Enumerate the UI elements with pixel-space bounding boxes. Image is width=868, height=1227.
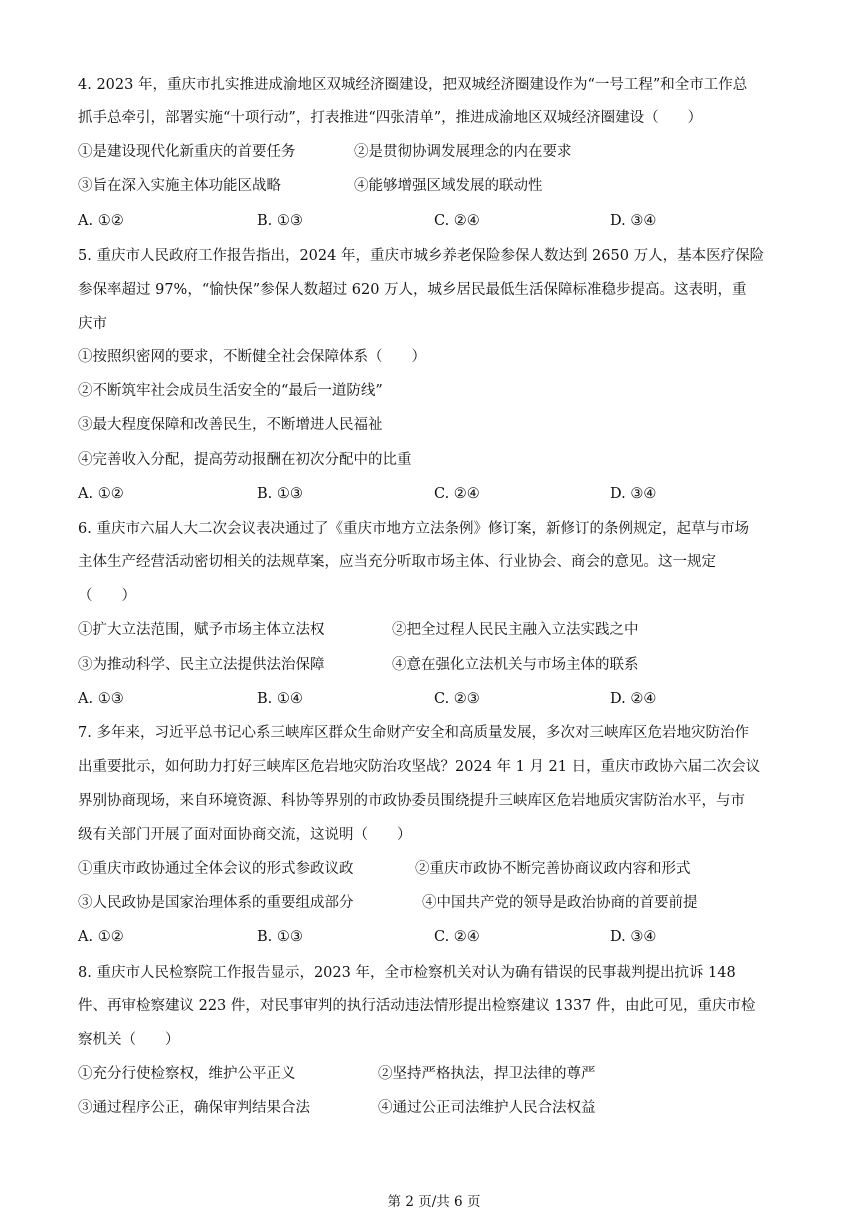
q7-statement: ②重庆市政协不断完善协商议政内容和形式 <box>415 861 691 877</box>
q4-statement: ③旨在深入实施主体功能区战略 <box>78 178 281 194</box>
q6-stem-line: （ ） <box>78 588 136 604</box>
q4-stem-line: 抓手总牵引，部署实施“十项行动”，打表推进“四张清单”，推进成渝地区双城经济圈建设（ ） <box>78 110 703 126</box>
q8-statement: ③通过程序公正，确保审判结果合法 <box>78 1100 310 1116</box>
q8-statement: ②坚持严格执法，捍卫法律的尊严 <box>378 1066 596 1082</box>
q4-choice-d: D. ③④ <box>610 213 657 229</box>
q6-stem-line: 主体生产经营活动密切相关的法规草案，应当充分听取市场主体、行业协会、商会的意见。这一规定 <box>78 554 716 570</box>
q5-statement: ②不断筑牢社会成员生活安全的“最后一道防线” <box>78 383 383 399</box>
q5-choice-b: B. ①③ <box>257 486 303 502</box>
q5-statement: ①按照织密网的要求，不断健全社会保障体系（ ） <box>78 349 426 365</box>
q5-choice-a: A. ①② <box>78 486 124 502</box>
q7-stem-line: 出重要批示，如何助力打好三峡库区危岩地灾防治攻坚战？2024 年 1 月 21 日，重庆市政协六届二次会议 <box>78 759 761 775</box>
q8-stem-line: 件、再审检察建议 223 件，对民事审判的执行活动违法情形提出检察建议 1337 件，由此可见，重庆市检 <box>78 998 756 1014</box>
q7-stem-line: 7. 多年来，习近平总书记心系三峡库区群众生命财产安全和高质量发展，多次对三峡库区危岩地灾防治作 <box>78 725 749 741</box>
q6-statement: ①扩大立法范围，赋予市场主体立法权 <box>78 622 325 638</box>
page-number: 第 2 页/共 6 页 <box>387 1194 481 1210</box>
q4-statement: ④能够增强区域发展的联动性 <box>354 178 543 194</box>
q5-statement: ③最大程度保障和改善民生，不断增进人民福祉 <box>78 417 383 433</box>
q6-choice-b: B. ①④ <box>257 691 303 707</box>
q4-choice-a: A. ①② <box>78 213 124 229</box>
q4-statement: ②是贯彻协调发展理念的内在要求 <box>354 144 572 160</box>
q7-choice-b: B. ①③ <box>257 929 303 945</box>
q6-statement: ②把全过程人民民主融入立法实践之中 <box>392 622 639 638</box>
q5-stem-line: 参保率超过 97%，“愉快保”参保人数超过 620 万人，城乡居民最低生活保障标准稳步提高。这表明，重 <box>78 282 747 298</box>
q4-stem-line: 4. 2023 年，重庆市扎实推进成渝地区双城经济圈建设，把双城经济圈建设作为“一号工程”和全市工作总 <box>78 77 748 93</box>
q6-choice-d: D. ②④ <box>610 691 657 707</box>
q8-stem-line: 察机关（ ） <box>78 1032 180 1048</box>
q6-statement: ④意在强化立法机关与市场主体的联系 <box>392 657 639 673</box>
q7-statement: ③人民政协是国家治理体系的重要组成部分 <box>78 895 354 911</box>
q7-statement: ④中国共产党的领导是政治协商的首要前提 <box>422 895 698 911</box>
q7-stem-line: 界别协商现场，来自环境资源、科协等界别的市政协委员围绕提升三峡库区危岩地质灾害防治水平，与市 <box>78 793 745 809</box>
q5-stem-line: 5. 重庆市人民政府工作报告指出，2024 年，重庆市城乡养老保险参保人数达到 2650 万人，基本医疗保险 <box>78 248 765 264</box>
q8-statement: ④通过公正司法维护人民合法权益 <box>378 1100 596 1116</box>
q6-choice-c: C. ②③ <box>434 691 480 707</box>
q6-choice-a: A. ①③ <box>78 691 124 707</box>
q7-statement: ①重庆市政协通过全体会议的形式参政议政 <box>78 861 354 877</box>
q4-choice-c: C. ②④ <box>434 213 480 229</box>
q7-choice-d: D. ③④ <box>610 929 657 945</box>
q7-choice-c: C. ②④ <box>434 929 480 945</box>
q4-choice-b: B. ①③ <box>257 213 303 229</box>
q5-stem-line: 庆市 <box>78 316 107 332</box>
q5-choice-d: D. ③④ <box>610 486 657 502</box>
q6-statement: ③为推动科学、民主立法提供法治保障 <box>78 657 325 673</box>
q6-stem-line: 6. 重庆市六届人大二次会议表决通过了《重庆市地方立法条例》修订案，新修订的条例规定，起草与市场 <box>78 521 749 537</box>
q5-choice-c: C. ②④ <box>434 486 480 502</box>
q4-statement: ①是建设现代化新重庆的首要任务 <box>78 144 296 160</box>
q5-statement: ④完善收入分配，提高劳动报酬在初次分配中的比重 <box>78 452 412 468</box>
q7-stem-line: 级有关部门开展了面对面协商交流，这说明（ ） <box>78 827 412 843</box>
q8-statement: ①充分行使检察权，维护公平正义 <box>78 1066 296 1082</box>
q7-choice-a: A. ①② <box>78 929 124 945</box>
q8-stem-line: 8. 重庆市人民检察院工作报告显示，2023 年，全市检察机关对认为确有错误的民事裁判提出抗诉 148 <box>78 965 736 981</box>
